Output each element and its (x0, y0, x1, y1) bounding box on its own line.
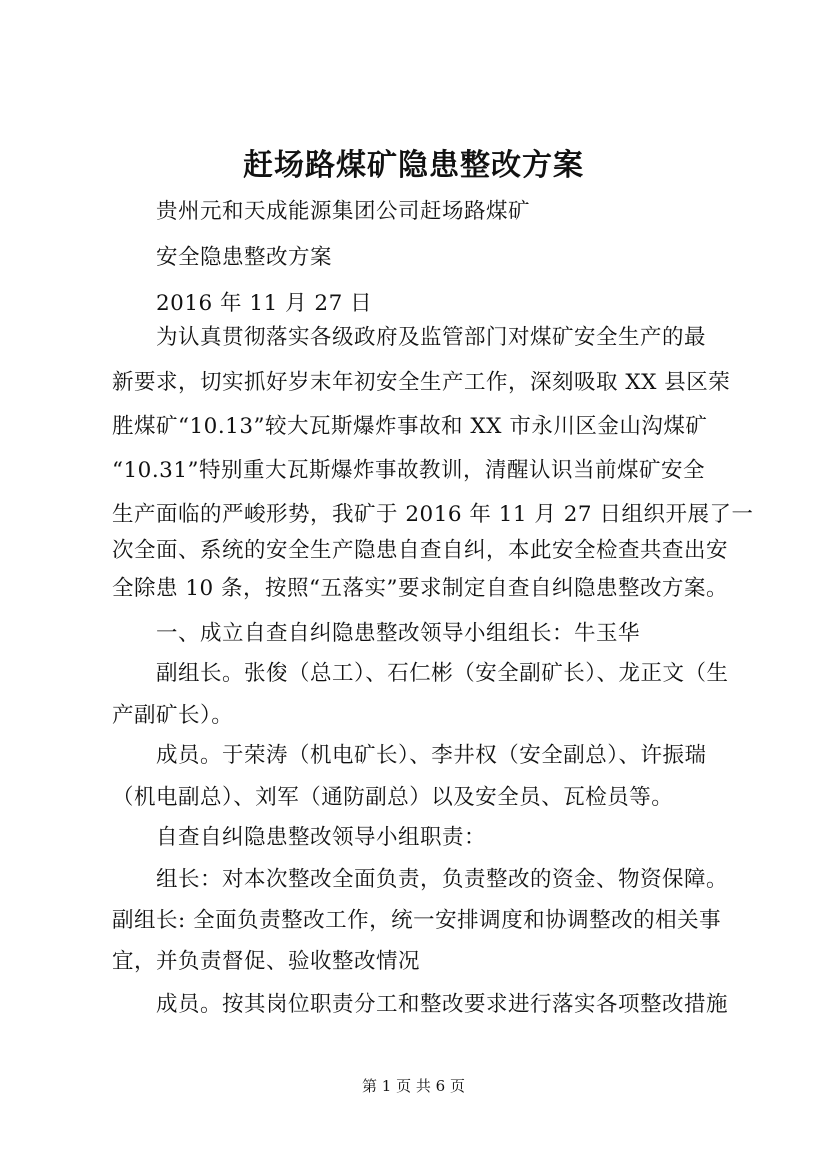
text-line-leader-duty: 组长：对本次整改全面负责，负责整改的资金、物资保障。 (156, 867, 729, 892)
text-line-subtitle: 安全隐患整改方案 (156, 245, 333, 270)
text-line-members-duty: 成员。按其岗位职责分工和整改要求进行落实各项整改措施 (156, 992, 729, 1017)
document-title: 赶场路煤矿隐患整改方案 (243, 148, 584, 183)
text-line-deputy-duty-1: 副组长: 全面负责整改工作，统一安排调度和协调整改的相关事 (112, 908, 722, 933)
text-line-date: 2016 年 11 月 27 日 (156, 291, 373, 316)
text-line-members-1: 成员。于荣涛（机电矿长）、李井权（安全副总）、许振瑞 (156, 743, 707, 768)
text-line-deputy-duty-2: 宜，并负责督促、验收整改情况 (112, 949, 421, 974)
text-line-para1-6: 次全面、系统的安全生产隐患自查自纠，本此安全检查共查出安 (112, 538, 729, 563)
text-line-para1-7: 全除患 10 条，按照“五落实”要求制定自查自纠隐患整改方案。 (112, 576, 729, 601)
page-footer: 第 1 页 共 6 页 (362, 1077, 465, 1095)
text-line-para1-5: 生产面临的严峻形势，我矿于 2016 年 11 月 27 日组织开展了一 (112, 502, 754, 527)
text-line-para1-2: 新要求，切实抓好岁末年初安全生产工作，深刻吸取 XX 县区荣 (112, 370, 731, 395)
text-line-duties-heading: 自查自纠隐患整改领导小组职责： (156, 825, 487, 850)
text-line-company: 贵州元和天成能源集团公司赶场路煤矿 (156, 199, 531, 224)
text-line-para1-3: 胜煤矿“10.13”较大瓦斯爆炸事故和 XX 市永川区金山沟煤矿 (112, 414, 708, 439)
text-line-deputy-2: 产副矿长）。 (112, 703, 234, 728)
text-line-members-2: （机电副总）、刘军（通防副总）以及安全员、瓦检员等。 (112, 785, 674, 810)
text-line-section1: 一、成立自查自纠隐患整改领导小组组长：牛玉华 (156, 621, 641, 646)
text-line-para1-4: “10.31”特别重大瓦斯爆炸事故教训，清醒认识当前煤矿安全 (112, 458, 706, 483)
text-line-para1-1: 为认真贯彻落实各级政府及监管部门对煤矿安全生产的最 (156, 325, 707, 350)
text-line-deputy-1: 副组长。张俊（总工）、石仁彬（安全副矿长）、龙正文（生 (156, 661, 729, 686)
